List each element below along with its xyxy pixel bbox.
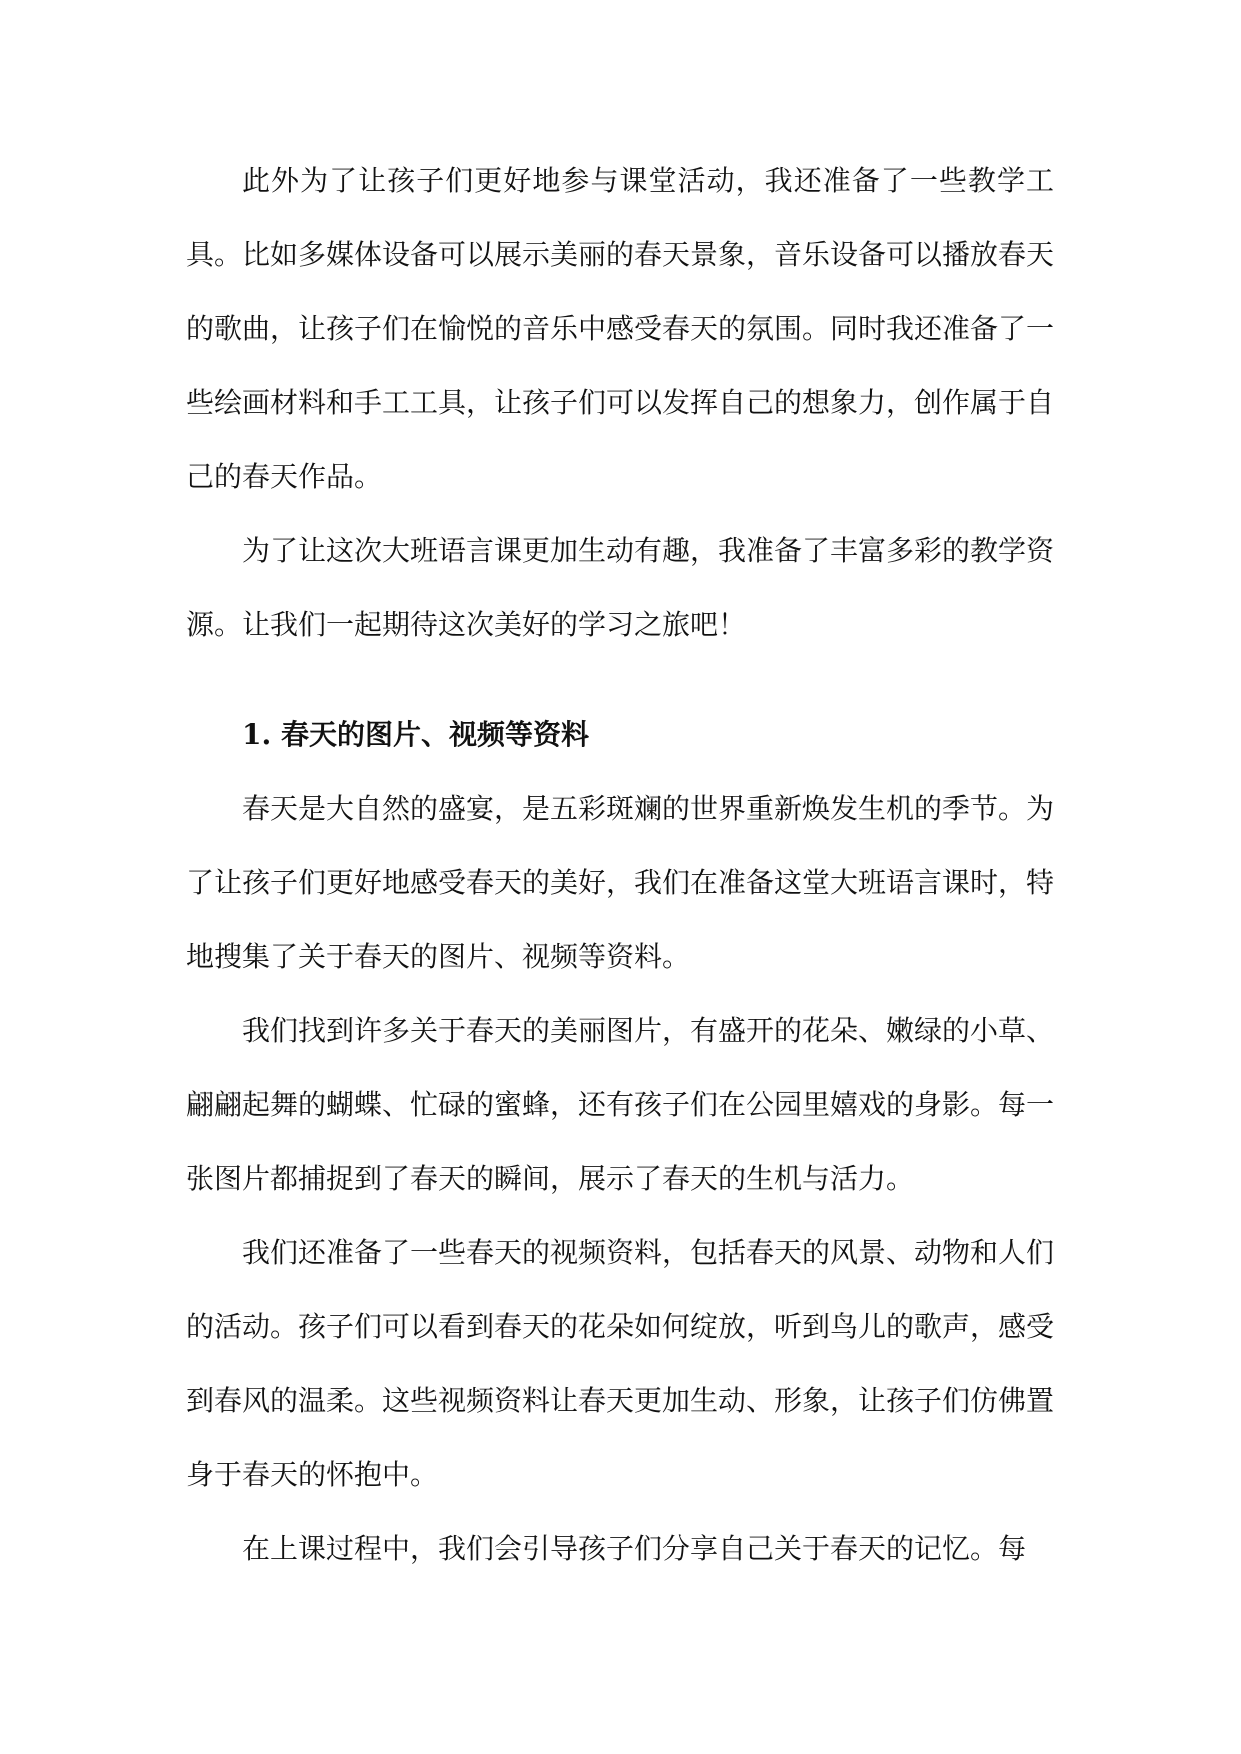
section-heading: 1. 春天的图片、视频等资料 — [242, 718, 589, 751]
section-spacer — [186, 662, 1054, 698]
paragraph-teaching-resources: 为了让这次大班语言课更加生动有趣，我准备了丰富多彩的教学资源。让我们一起期待这次美好的学习之旅吧！ — [186, 534, 1055, 641]
paragraph-class-sharing: 在上课过程中，我们会引导孩子们分享自己关于春天的记忆。每 — [242, 1532, 1027, 1565]
paragraph-teaching-tools: 此外为了让孩子们更好地参与课堂活动，我还准备了一些教学工具。比如多媒体设备可以展示美丽的春天景象，音乐设备可以播放春天的歌曲，让孩子们在愉悦的音乐中感受春天的氛围。同时我还准备了一些绘画材料和手工工具，让孩子们可以发挥自己的想象力，创作属于自己的春天作品。 — [186, 164, 1055, 493]
document-body — [186, 144, 1054, 1586]
paragraph-spring-pictures: 我们找到许多关于春天的美丽图片，有盛开的花朵、嫩绿的小草、翩翩起舞的蝴蝶、忙碌的蜜蜂，还有孩子们在公园里嬉戏的身影。每一张图片都捕捉到了春天的瞬间，展示了春天的生机与活力。 — [186, 1014, 1055, 1195]
paragraph-spring-intro: 春天是大自然的盛宴，是五彩斑斓的世界重新焕发生机的季节。为了让孩子们更好地感受春天的美好，我们在准备这堂大班语言课时，特地搜集了关于春天的图片、视频等资料。 — [186, 792, 1055, 973]
paragraph-spring-videos: 我们还准备了一些春天的视频资料，包括春天的风景、动物和人们的活动。孩子们可以看到春天的花朵如何绽放，听到鸟儿的歌声，感受到春风的温柔。这些视频资料让春天更加生动、形象，让孩子们仿佛置身于春天的怀抱中。 — [186, 1236, 1055, 1491]
